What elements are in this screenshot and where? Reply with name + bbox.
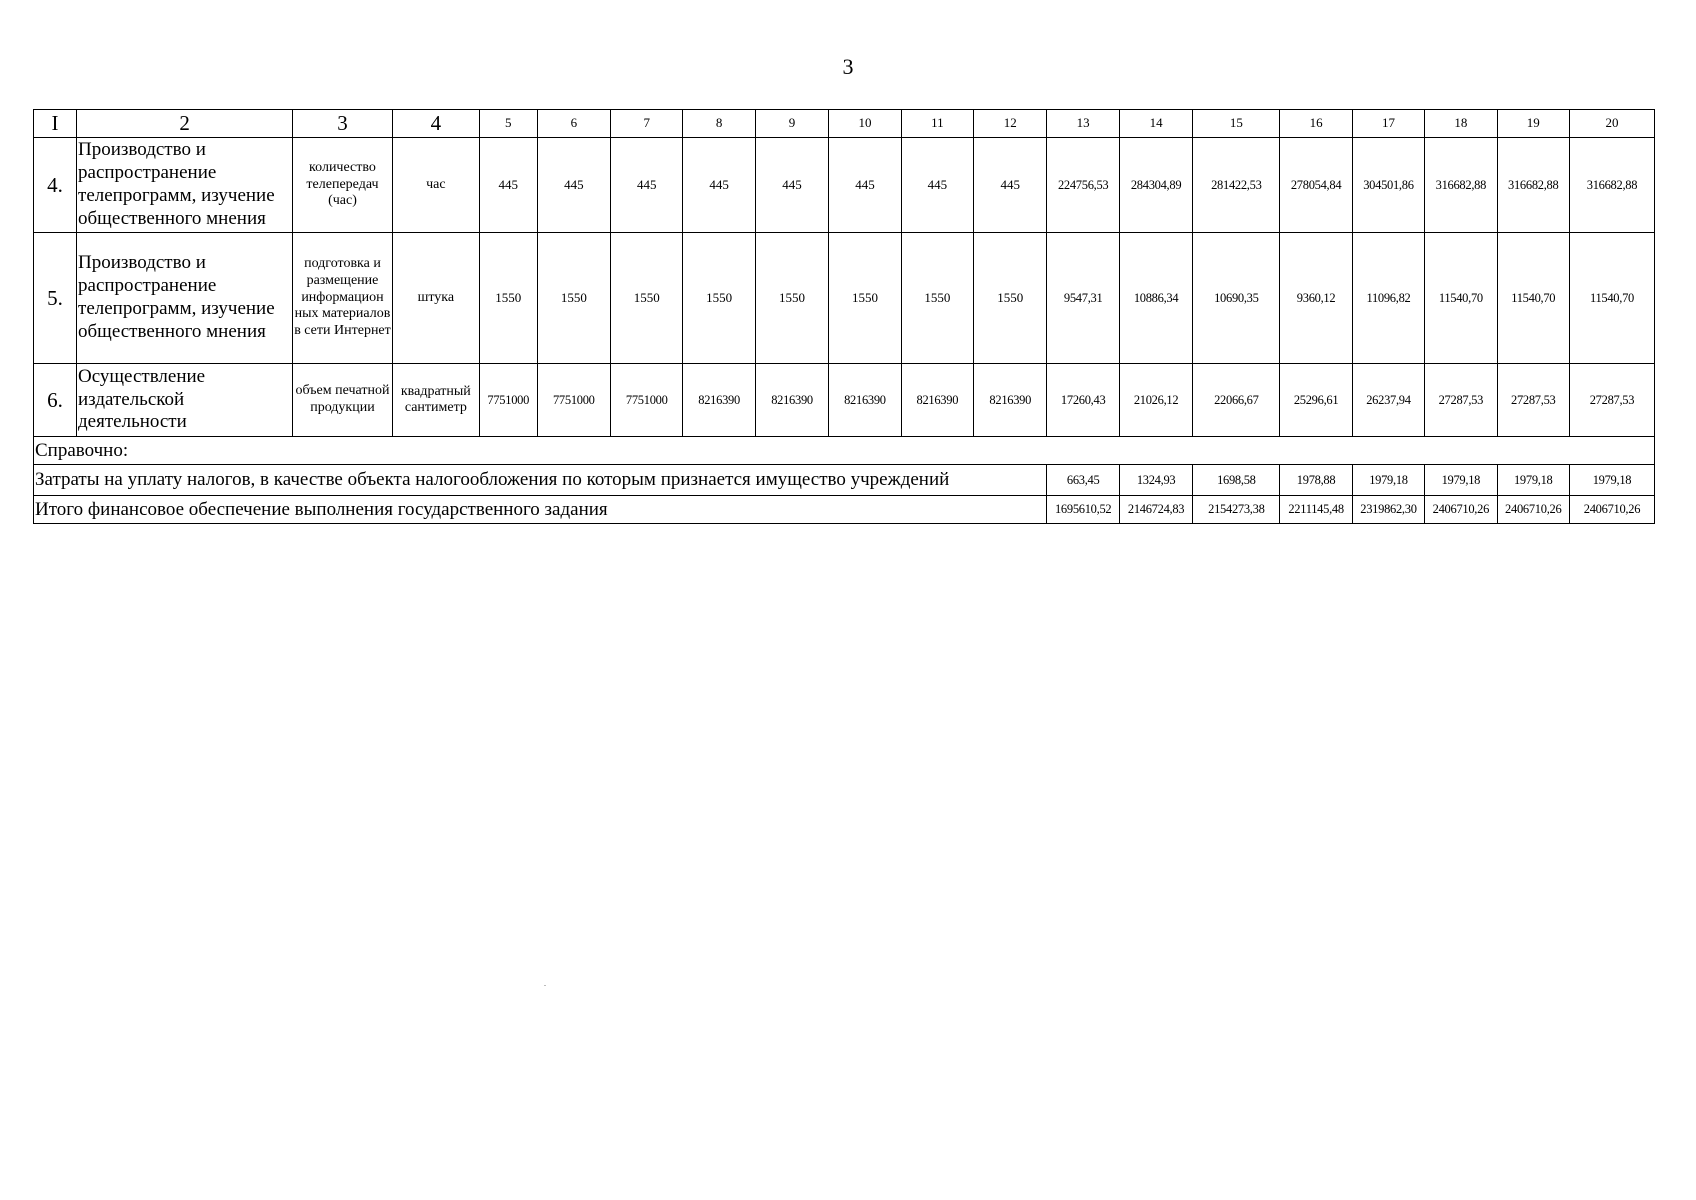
header-cell: 2 bbox=[77, 110, 293, 138]
value-cell: 8216390 bbox=[901, 364, 973, 437]
total-label: Итого финансовое обеспечение выполнения государственного задания bbox=[34, 496, 1047, 524]
header-cell: 11 bbox=[901, 110, 973, 138]
value-cell: 27287,53 bbox=[1497, 364, 1569, 437]
table-row bbox=[34, 364, 1655, 437]
value-cell: 11540,70 bbox=[1497, 233, 1569, 364]
header-cell: 19 bbox=[1497, 110, 1569, 138]
value-cell: 316682,88 bbox=[1497, 138, 1569, 233]
tax-value: 1978,88 bbox=[1280, 465, 1352, 496]
value-cell: 1550 bbox=[755, 233, 828, 364]
unit-of-measure: штука bbox=[392, 233, 479, 364]
value-cell: 22066,67 bbox=[1193, 364, 1280, 437]
tax-value: 1979,18 bbox=[1352, 465, 1424, 496]
total-value: 2319862,30 bbox=[1352, 496, 1424, 524]
header-cell: 17 bbox=[1352, 110, 1424, 138]
row-number: 4. bbox=[34, 138, 77, 233]
value-cell: 316682,88 bbox=[1425, 138, 1497, 233]
value-cell: 281422,53 bbox=[1193, 138, 1280, 233]
tax-value: 1979,18 bbox=[1569, 465, 1654, 496]
total-value: 1695610,52 bbox=[1047, 496, 1119, 524]
value-cell: 25296,61 bbox=[1280, 364, 1352, 437]
header-cell: 4 bbox=[392, 110, 479, 138]
header-cell: 18 bbox=[1425, 110, 1497, 138]
value-cell: 1550 bbox=[829, 233, 901, 364]
reference-label: Справочно: bbox=[34, 437, 1655, 465]
service-name: Производство и распространение телепрограмм, изучение общественного мнения bbox=[77, 233, 293, 364]
total-value: 2211145,48 bbox=[1280, 496, 1352, 524]
indicator-name: подготовка и размещение информацион ных материалов в сети Интернет bbox=[293, 233, 393, 364]
financial-table bbox=[33, 109, 1655, 524]
header-cell: 7 bbox=[611, 110, 683, 138]
total-value: 2406710,26 bbox=[1569, 496, 1654, 524]
value-cell: 316682,88 bbox=[1569, 138, 1654, 233]
value-cell: 1550 bbox=[479, 233, 537, 364]
value-cell: 8216390 bbox=[755, 364, 828, 437]
value-cell: 10690,35 bbox=[1193, 233, 1280, 364]
value-cell: 17260,43 bbox=[1047, 364, 1119, 437]
value-cell: 21026,12 bbox=[1119, 364, 1192, 437]
tax-value: 1698,58 bbox=[1193, 465, 1280, 496]
value-cell: 7751000 bbox=[611, 364, 683, 437]
indicator-name: количество телепередач (час) bbox=[293, 138, 393, 233]
table-row bbox=[34, 138, 1655, 233]
row-number: 5. bbox=[34, 233, 77, 364]
value-cell: 7751000 bbox=[537, 364, 610, 437]
value-cell: 445 bbox=[611, 138, 683, 233]
tax-value: 1979,18 bbox=[1497, 465, 1569, 496]
value-cell: 278054,84 bbox=[1280, 138, 1352, 233]
tax-row bbox=[34, 465, 1655, 496]
value-cell: 11540,70 bbox=[1569, 233, 1654, 364]
total-value: 2406710,26 bbox=[1425, 496, 1497, 524]
value-cell: 8216390 bbox=[974, 364, 1047, 437]
total-value: 2154273,38 bbox=[1193, 496, 1280, 524]
header-cell: 5 bbox=[479, 110, 537, 138]
value-cell: 26237,94 bbox=[1352, 364, 1424, 437]
reference-row bbox=[34, 437, 1655, 465]
unit-of-measure: квадратный сантиметр bbox=[392, 364, 479, 437]
value-cell: 1550 bbox=[537, 233, 610, 364]
tax-value: 1979,18 bbox=[1425, 465, 1497, 496]
value-cell: 445 bbox=[479, 138, 537, 233]
value-cell: 224756,53 bbox=[1047, 138, 1119, 233]
value-cell: 1550 bbox=[611, 233, 683, 364]
header-cell: 3 bbox=[293, 110, 393, 138]
value-cell: 1550 bbox=[974, 233, 1047, 364]
value-cell: 11540,70 bbox=[1425, 233, 1497, 364]
value-cell: 1550 bbox=[901, 233, 973, 364]
header-cell: 8 bbox=[683, 110, 755, 138]
header-cell: I bbox=[34, 110, 77, 138]
tax-value: 1324,93 bbox=[1119, 465, 1192, 496]
value-cell: 445 bbox=[901, 138, 973, 233]
value-cell: 27287,53 bbox=[1569, 364, 1654, 437]
header-cell: 13 bbox=[1047, 110, 1119, 138]
page-number: 3 bbox=[842, 54, 854, 79]
header-cell: 6 bbox=[537, 110, 610, 138]
total-value: 2406710,26 bbox=[1497, 496, 1569, 524]
indicator-name: объем печатной продукции bbox=[293, 364, 393, 437]
total-row bbox=[34, 496, 1655, 524]
value-cell: 9547,31 bbox=[1047, 233, 1119, 364]
service-name: Производство и распространение телепрограмм, изучение общественного мнения bbox=[77, 138, 293, 233]
value-cell: 445 bbox=[683, 138, 755, 233]
row-number: 6. bbox=[34, 364, 77, 437]
unit-of-measure: час bbox=[392, 138, 479, 233]
header-cell: 9 bbox=[755, 110, 828, 138]
header-cell: 20 bbox=[1569, 110, 1654, 138]
value-cell: 1550 bbox=[683, 233, 755, 364]
value-cell: 445 bbox=[537, 138, 610, 233]
value-cell: 445 bbox=[829, 138, 901, 233]
header-cell: 16 bbox=[1280, 110, 1352, 138]
table-row bbox=[34, 233, 1655, 364]
value-cell: 10886,34 bbox=[1119, 233, 1192, 364]
header-cell: 14 bbox=[1119, 110, 1192, 138]
scan-speck bbox=[544, 985, 546, 986]
tax-value: 663,45 bbox=[1047, 465, 1119, 496]
value-cell: 11096,82 bbox=[1352, 233, 1424, 364]
value-cell: 445 bbox=[755, 138, 828, 233]
value-cell: 7751000 bbox=[479, 364, 537, 437]
value-cell: 304501,86 bbox=[1352, 138, 1424, 233]
header-row bbox=[34, 110, 1655, 138]
service-name: Осуществление издательской деятельности bbox=[77, 364, 293, 437]
header-cell: 12 bbox=[974, 110, 1047, 138]
value-cell: 27287,53 bbox=[1425, 364, 1497, 437]
value-cell: 8216390 bbox=[829, 364, 901, 437]
value-cell: 284304,89 bbox=[1119, 138, 1192, 233]
tax-label: Затраты на уплату налогов, в качестве объекта налогообложения по которым признается имущество учреждений bbox=[34, 465, 1047, 496]
header-cell: 10 bbox=[829, 110, 901, 138]
header-cell: 15 bbox=[1193, 110, 1280, 138]
value-cell: 9360,12 bbox=[1280, 233, 1352, 364]
value-cell: 445 bbox=[974, 138, 1047, 233]
value-cell: 8216390 bbox=[683, 364, 755, 437]
total-value: 2146724,83 bbox=[1119, 496, 1192, 524]
